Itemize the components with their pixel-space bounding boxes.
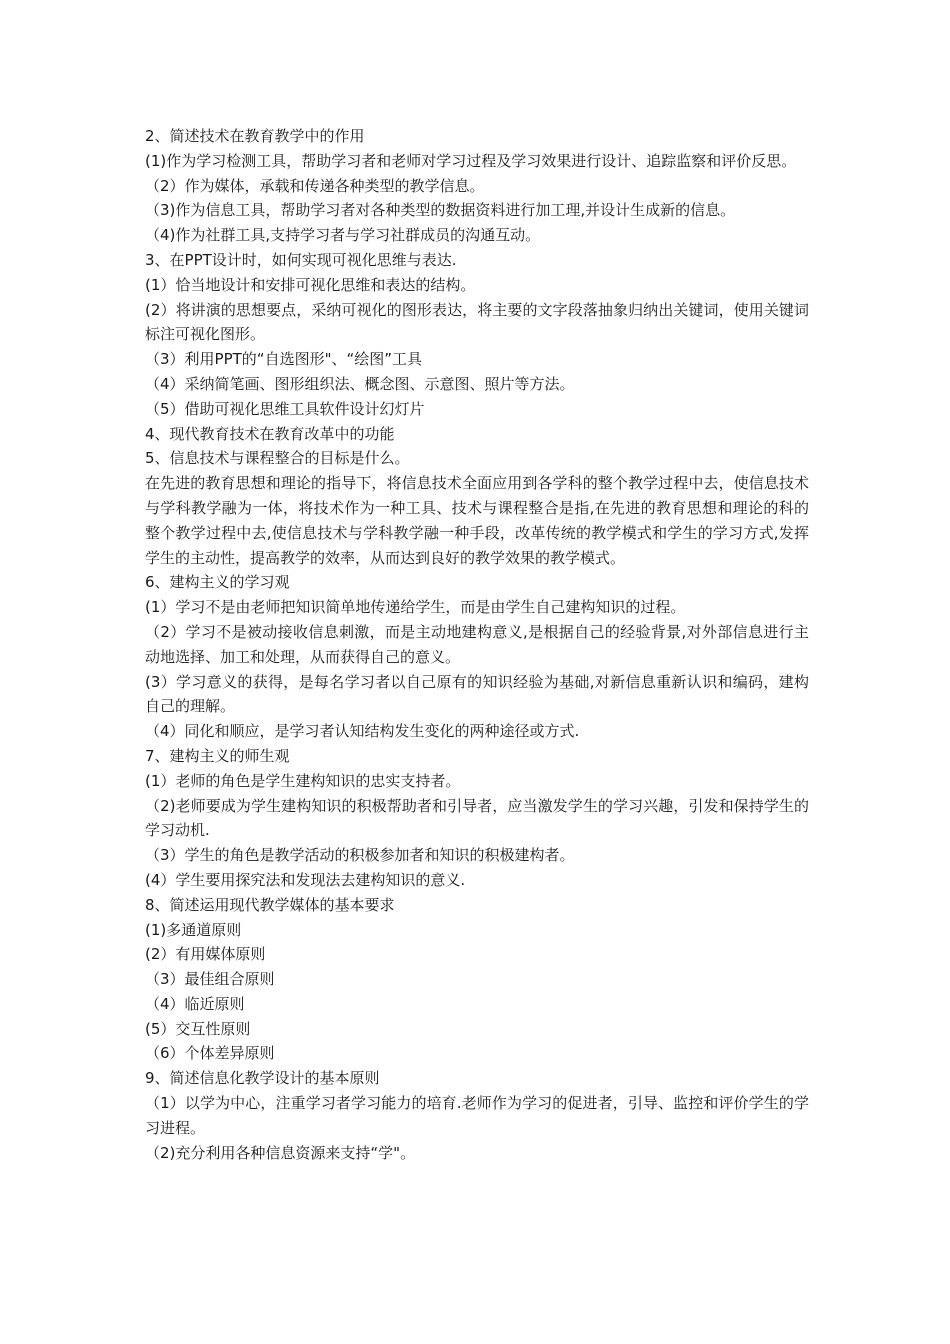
section-heading-9: 9、简述信息化教学设计的基本原则: [145, 1069, 380, 1088]
paragraph: （4)作为社群工具,支持学习者与学习社群成员的沟通互动。: [145, 226, 541, 245]
list-item: (2）有用媒体原则: [145, 945, 266, 964]
paragraph: (1)作为学习检测工具，帮助学习者和老师对学习过程及学习效果进行设计、追踪监察和评价反思。: [145, 151, 797, 170]
list-item: （3）最佳组合原则: [145, 970, 275, 989]
section-heading-7: 7、建构主义的师生观: [145, 746, 290, 765]
paragraph: (1）恰当地设计和安排可视化思维和表达的结构。: [145, 275, 476, 294]
paragraph: (1）学习不是由老师把知识简单地传递给学生，而是由学生自己建构知识的过程。: [145, 598, 686, 617]
document-page: [145, 124, 809, 1165]
section-heading-5: 5、信息技术与课程整合的目标是什么。: [145, 449, 410, 468]
section-heading-8: 8、简述运用现代教学媒体的基本要求: [145, 895, 395, 914]
paragraph: （4）采纳简笔画、图形组织法、概念图、示意图、照片等方法。: [145, 374, 575, 393]
paragraph: （4）同化和顺应，是学习者认知结构发生变化的两种途径或方式.: [145, 722, 580, 741]
paragraph: （3）利用PPT的“自选图形"、“绘图”工具: [145, 350, 423, 369]
paragraph: (3）学习意义的获得，是每名学习者以自己原有的知识经验为基础,对新信息重新认识和编码，建构自己的理解。: [145, 672, 809, 716]
section-heading-3: 3、在PPT设计时，如何实现可视化思维与表达.: [145, 250, 457, 269]
paragraph: （2）学习不是被动接收信息刺激，而是主动地建构意义,是根据自己的经验背景,对外部信息进行主动地选择、加工和处理，从而获得自己的意义。: [145, 622, 809, 666]
list-item: (5）交互性原则: [145, 1019, 251, 1038]
paragraph: (1）老师的角色是学生建构知识的忠实支持者。: [145, 771, 461, 790]
list-item: （6）个体差异原则: [145, 1044, 275, 1063]
paragraph: （3）学生的角色是教学活动的积极参加者和知识的积极建构者。: [145, 846, 575, 865]
section-heading-2: 2、简述技术在教育教学中的作用: [145, 127, 365, 145]
paragraph: （2)充分利用各种信息资源来支持“学"。: [145, 1143, 416, 1162]
paragraph: （3)作为信息工具，帮助学习者对各种类型的数据资料进行加工理,并设计生成新的信息。: [145, 201, 736, 220]
section-heading-6: 6、建构主义的学习观: [145, 573, 290, 592]
paragraph: (4）学生要用探究法和发现法去建构知识的意义.: [145, 870, 466, 889]
paragraph: （2)老师要成为学生建构知识的积极帮助者和引导者，应当激发学生的学习兴趣，引发和保持学生的学习动机.: [145, 796, 809, 840]
paragraph: （1）以学为中心，注重学习者学习能力的培育.老师作为学习的促进者，引导、监控和评价学生的学习进程。: [145, 1094, 809, 1137]
paragraph: （5）借助可视化思维工具软件设计幻灯片: [145, 399, 425, 418]
paragraph: (2）将讲演的思想要点，采纳可视化的图形表达，将主要的文字段落抽象归纳出关键词，使用关键词标注可视化图形。: [145, 300, 809, 344]
section-heading-4: 4、现代教育技术在教育改革中的功能: [145, 424, 395, 443]
paragraph: （2）作为媒体，承载和传递各种类型的教学信息。: [145, 176, 485, 195]
paragraph: 在先进的教育思想和理论的指导下，将信息技术全面应用到各学科的整个教学过程中去，使信息技术与学科教学融为一体，将技术作为一种工具、技术与课程整合是指,在先进的教育思想和理论的科的整个教学过程中去,使信息技术与学科教学融一种手段，改革传统的教学模式和学生的学习方式,发挥学生的主动性，提高教学的效率，从而达到良好的教学效果的教学模式。: [145, 474, 809, 567]
list-item: (1)多通道原则: [145, 920, 242, 939]
list-item: （4）临近原则: [145, 994, 245, 1013]
